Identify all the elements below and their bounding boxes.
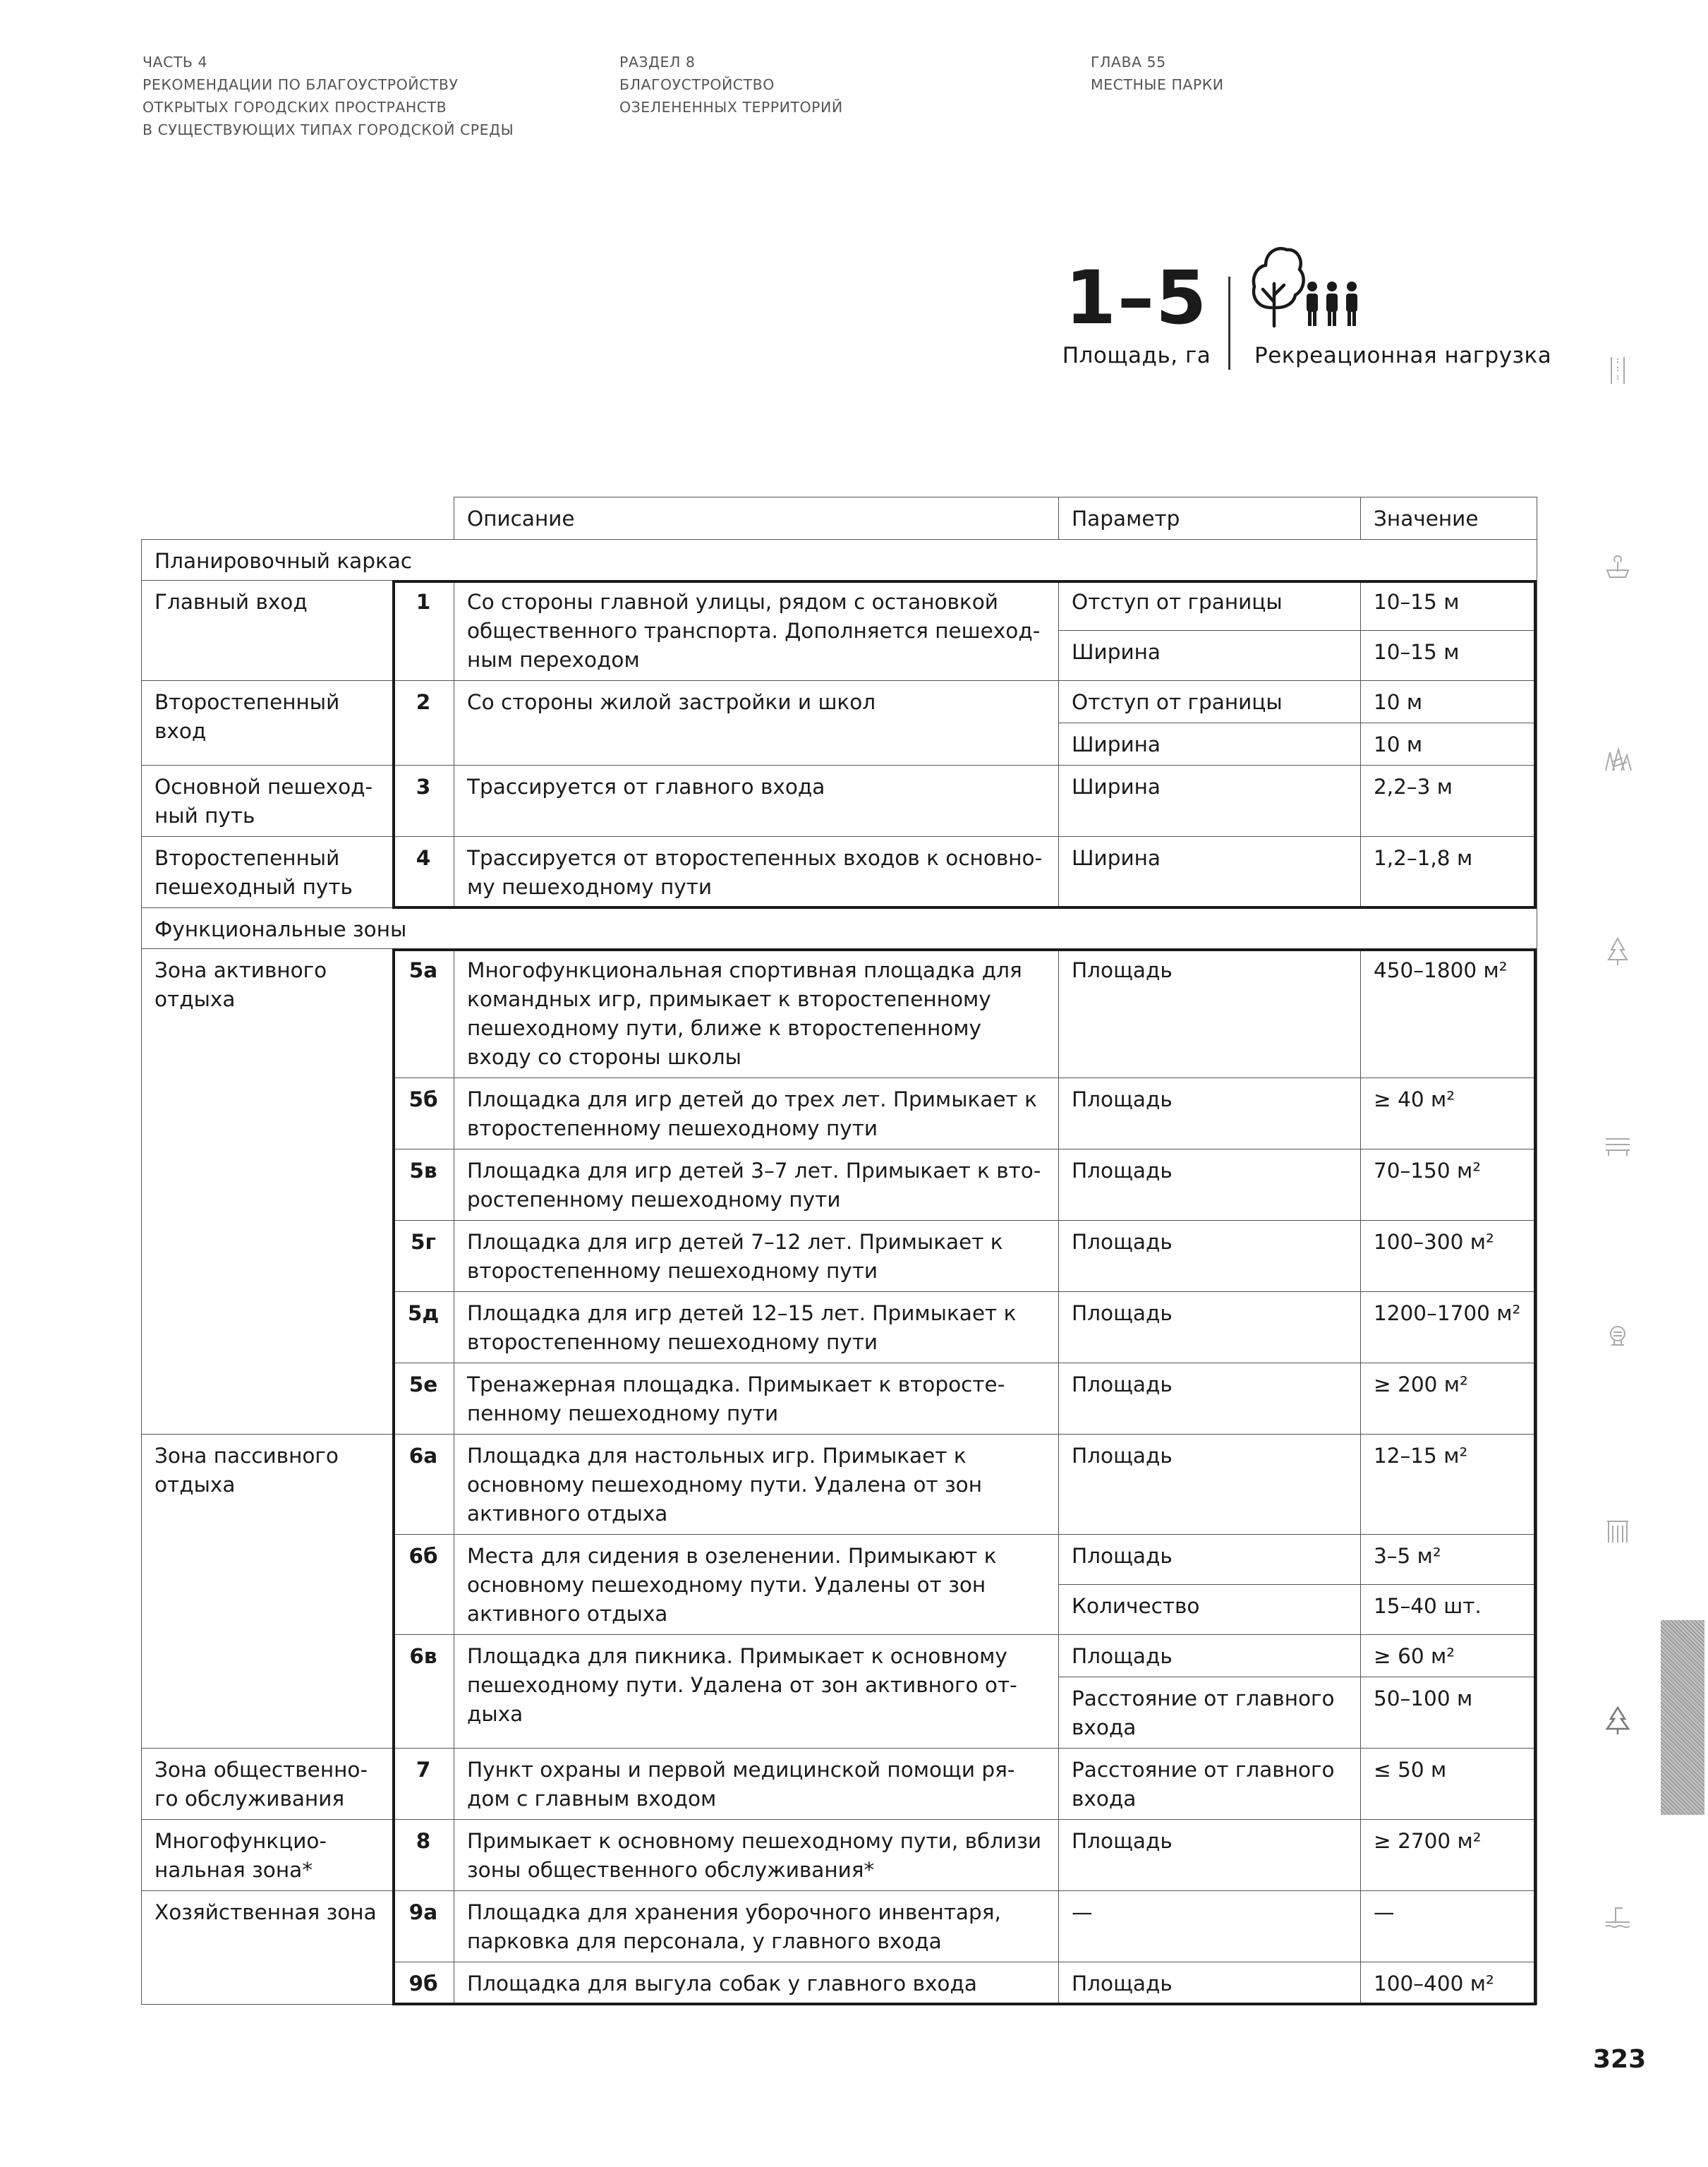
parameter-name: Отступ от границы — [1059, 681, 1361, 723]
header-line: ГЛАВА 55 — [1091, 54, 1166, 71]
item-number: 7 — [393, 1749, 454, 1820]
header-line: БЛАГОУСТРОЙСТВО — [619, 76, 775, 93]
item-description: Тренажерная площадка. Примыкает к второстепенному пешеходному пути — [454, 1363, 1059, 1435]
parameter-name: Площадь — [1059, 1635, 1361, 1677]
parameter-value: 10 м — [1361, 681, 1537, 723]
parameter-name: Ширина — [1059, 766, 1361, 837]
header-description: Описание — [454, 497, 1059, 540]
road-icon — [1601, 354, 1634, 387]
item-number: 6в — [393, 1635, 454, 1749]
header-blank-cell — [142, 497, 454, 540]
parameter-value: 3–5 м² — [1361, 1535, 1537, 1585]
item-number: 5г — [393, 1221, 454, 1292]
header-line: РЕКОМЕНДАЦИИ ПО БЛАГОУСТРОЙСТВУ — [143, 76, 459, 93]
parameter-value: ≥ 200 м² — [1361, 1363, 1537, 1435]
header-section — [619, 51, 843, 119]
item-number: 2 — [393, 681, 454, 766]
item-description: Со стороны жилой застройки и школ — [454, 681, 1059, 766]
page-number: 323 — [1593, 2045, 1647, 2074]
header-line: В СУЩЕСТВУЮЩИХ ТИПАХ ГОРОДСКОЙ СРЕДЫ — [143, 121, 514, 138]
zone-name: Основной пешеходный путь — [142, 766, 393, 837]
area-value: 1–5 — [1065, 255, 1209, 341]
table-row — [142, 1891, 1537, 1962]
section-row — [142, 540, 1537, 581]
fountain-icon — [1601, 549, 1634, 581]
zone-name: Зона активного отдыха — [142, 949, 393, 1435]
parameter-name: Площадь — [1059, 1962, 1361, 2005]
metric-divider — [1228, 277, 1230, 370]
item-number: 5а — [393, 949, 454, 1078]
item-number: 6б — [393, 1535, 454, 1635]
item-description: Площадка для пикника. Примыкает к основному пешеходному пути. Удалена от зон активного отдыха — [454, 1635, 1059, 1749]
section-title: Планировочный каркас — [142, 540, 1537, 581]
parameter-value: 70–150 м² — [1361, 1149, 1537, 1221]
table-row — [142, 581, 1537, 631]
parameter-name: — — [1059, 1891, 1361, 1962]
area-caption: Площадь, га — [1062, 343, 1211, 368]
parameter-value: 1,2–1,8 м — [1361, 837, 1537, 908]
sign-icon — [1601, 1321, 1634, 1353]
item-number: 5д — [393, 1292, 454, 1363]
item-description: Площадка для игр детей 3–7 лет. Примыкает к второстепенному пешеходному пути — [454, 1149, 1059, 1221]
item-number: 5е — [393, 1363, 454, 1435]
water-icon — [1601, 1898, 1634, 1931]
header-line: МЕСТНЫЕ ПАРКИ — [1091, 76, 1224, 93]
item-description: Площадка для настольных игр. Примыкает к основному пешеходному пути. Удалена от зон активного отдыха — [454, 1435, 1059, 1535]
parameter-name: Площадь — [1059, 1535, 1361, 1585]
section-row — [142, 908, 1537, 949]
item-number: 6а — [393, 1435, 454, 1535]
parameter-value: — — [1361, 1891, 1537, 1962]
parameter-name: Расстояние от главного входа — [1059, 1749, 1361, 1820]
parameter-value: ≥ 40 м² — [1361, 1078, 1537, 1149]
parameter-value: 10–15 м — [1361, 581, 1537, 631]
header-line: ОЗЕЛЕНЕННЫХ ТЕРРИТОРИЙ — [619, 99, 843, 116]
tree-people-icon — [1250, 243, 1370, 334]
zone-name: Главный вход — [142, 581, 393, 681]
parameter-value: 100–300 м² — [1361, 1221, 1537, 1292]
parameter-name: Расстояние от главного входа — [1059, 1677, 1361, 1749]
zone-name: Многофункциональная зона* — [142, 1820, 393, 1891]
table-row — [142, 837, 1537, 908]
parameter-value: 10 м — [1361, 723, 1537, 766]
zone-name: Зона пассивного отдыха — [142, 1435, 393, 1749]
parameter-name: Площадь — [1059, 1820, 1361, 1891]
item-description: Площадка для хранения уборочного инвентаря, парковка для персонала, у главного входа — [454, 1891, 1059, 1962]
item-description: Площадка для игр детей 12–15 лет. Примыкает к второстепенному пешеходному пути — [454, 1292, 1059, 1363]
parameter-value: ≥ 2700 м² — [1361, 1820, 1537, 1891]
item-number: 4 — [393, 837, 454, 908]
parameter-value: 50–100 м — [1361, 1677, 1537, 1749]
item-number: 5б — [393, 1078, 454, 1149]
parameter-value: ≥ 60 м² — [1361, 1635, 1537, 1677]
parameter-value: 1200–1700 м² — [1361, 1292, 1537, 1363]
item-number: 9а — [393, 1891, 454, 1962]
parameter-value: 100–400 м² — [1361, 1962, 1537, 2005]
active-chapter-marker — [1661, 1620, 1704, 1815]
item-description: Места для сидения в озеленении. Примыкают к основному пешеходному пути. Удалены от зон активного отдыха — [454, 1535, 1059, 1635]
header-part — [143, 51, 514, 141]
parameter-name: Площадь — [1059, 949, 1361, 1078]
parameter-name: Площадь — [1059, 1221, 1361, 1292]
zone-name: Второстепенный пешеходный путь — [142, 837, 393, 908]
header-value: Значение — [1361, 497, 1537, 540]
parameter-name: Ширина — [1059, 837, 1361, 908]
table-row — [142, 1820, 1537, 1891]
section-title: Функциональные зоны — [142, 908, 1537, 949]
table-row — [142, 949, 1537, 1078]
header-line: РАЗДЕЛ 8 — [619, 54, 696, 71]
load-caption: Рекреационная нагрузка — [1254, 343, 1552, 368]
parameter-value: 450–1800 м² — [1361, 949, 1537, 1078]
parameter-name: Количество — [1059, 1585, 1361, 1635]
item-description: Со стороны главной улицы, рядом с остановкой общественного транспорта. Дополняется пешеходным переходом — [454, 581, 1059, 681]
item-description: Пункт охраны и первой медицинской помощи рядом с главным входом — [454, 1749, 1059, 1820]
header-parameter: Параметр — [1059, 497, 1361, 540]
parameter-value: ≤ 50 м — [1361, 1749, 1537, 1820]
header-line: ОТКРЫТЫХ ГОРОДСКИХ ПРОСТРАНСТВ — [143, 99, 447, 116]
zone-name: Хозяйственная зона — [142, 1891, 393, 2005]
parameter-name: Ширина — [1059, 631, 1361, 681]
header-chapter — [1091, 51, 1224, 96]
parameter-name: Ширина — [1059, 723, 1361, 766]
parameter-name: Площадь — [1059, 1292, 1361, 1363]
item-description: Площадка для игр детей до трех лет. Примыкает к второстепенному пешеходному пути — [454, 1078, 1059, 1149]
item-description: Примыкает к основному пешеходному пути, вблизи зоны общественного обслуживания* — [454, 1820, 1059, 1891]
bench-icon — [1601, 1129, 1634, 1161]
hedge-icon — [1601, 742, 1634, 775]
parameter-value: 2,2–3 м — [1361, 766, 1537, 837]
item-description: Площадка для игр детей 7–12 лет. Примыкает к второстепенному пешеходному пути — [454, 1221, 1059, 1292]
item-number: 1 — [393, 581, 454, 681]
item-number: 3 — [393, 766, 454, 837]
park-tree-icon — [1601, 1705, 1634, 1737]
item-number: 8 — [393, 1820, 454, 1891]
tree-icon — [1601, 936, 1634, 968]
table-header-row — [142, 497, 1537, 540]
gate-icon — [1601, 1514, 1634, 1547]
parameter-value: 12–15 м² — [1361, 1435, 1537, 1535]
item-description: Трассируется от второстепенных входов к основному пешеходному пути — [454, 837, 1059, 908]
table-body — [142, 497, 1537, 2005]
table-row — [142, 766, 1537, 837]
parameter-name: Площадь — [1059, 1149, 1361, 1221]
item-description: Трассируется от главного входа — [454, 766, 1059, 837]
table-row — [142, 1435, 1537, 1535]
item-description: Площадка для выгула собак у главного входа — [454, 1962, 1059, 2005]
zone-name: Зона общественного обслуживания — [142, 1749, 393, 1820]
parameter-value: 10–15 м — [1361, 631, 1537, 681]
table-row — [142, 1749, 1537, 1820]
header-line: ЧАСТЬ 4 — [143, 54, 208, 71]
parameter-name: Площадь — [1059, 1435, 1361, 1535]
table-row — [142, 681, 1537, 723]
item-number: 9б — [393, 1962, 454, 2005]
parameter-name: Площадь — [1059, 1363, 1361, 1435]
item-description: Многофункциональная спортивная площадка для командных игр, примыкает к второстепенному пешеходному пути, ближе к второстепенному входу со стороны школы — [454, 949, 1059, 1078]
zone-name: Второстепенный вход — [142, 681, 393, 766]
parameter-name: Отступ от границы — [1059, 581, 1361, 631]
parameter-name: Площадь — [1059, 1078, 1361, 1149]
parameter-value: 15–40 шт. — [1361, 1585, 1537, 1635]
specification-table — [141, 497, 1537, 2005]
item-number: 5в — [393, 1149, 454, 1221]
